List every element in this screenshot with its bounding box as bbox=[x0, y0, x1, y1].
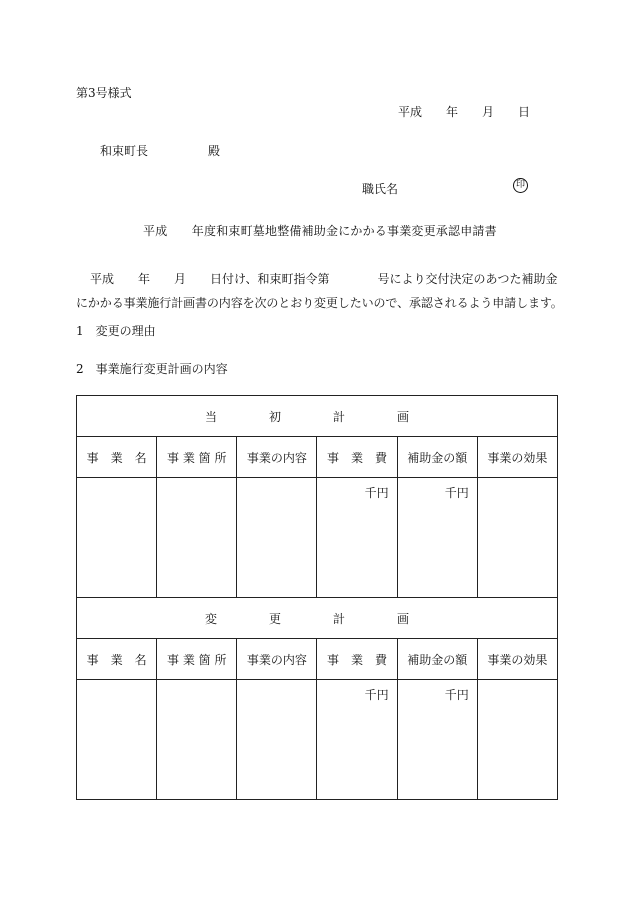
original-plan-header-row bbox=[77, 437, 558, 478]
form-number: 第3号様式 bbox=[76, 86, 132, 100]
original-plan-title: 当 初 計 画 bbox=[77, 396, 558, 437]
table-cell[interactable] bbox=[237, 478, 317, 598]
cost-unit-cell[interactable]: 千円 bbox=[317, 478, 397, 598]
column-header: 事業の内容 bbox=[237, 639, 317, 680]
item-content: 2 事業施行変更計画の内容 bbox=[76, 362, 228, 376]
plan-table bbox=[76, 395, 558, 800]
date-line: 平成 年 月 日 bbox=[398, 105, 531, 119]
changed-plan-data-row bbox=[77, 680, 558, 800]
changed-plan-header-row bbox=[77, 639, 558, 680]
column-header: 事 業 費 bbox=[317, 639, 397, 680]
table-cell[interactable] bbox=[77, 680, 157, 800]
applicant-label: 職氏名 bbox=[362, 182, 399, 196]
column-header: 事 業 箇 所 bbox=[157, 437, 237, 478]
addressee: 和束町長 殿 bbox=[100, 144, 221, 158]
table-cell[interactable] bbox=[477, 680, 557, 800]
column-header: 事 業 名 bbox=[77, 639, 157, 680]
document-title: 平成 年度和束町墓地整備補助金にかかる事業変更承認申請書 bbox=[143, 224, 497, 238]
subsidy-unit-cell[interactable]: 千円 bbox=[397, 680, 477, 800]
body-text-line-2: にかかる事業施行計画書の内容を次のとおり変更したいので、承認されるよう申請します。 bbox=[76, 296, 563, 310]
subsidy-unit-cell[interactable]: 千円 bbox=[397, 478, 477, 598]
original-plan-data-row bbox=[77, 478, 558, 598]
table-cell[interactable] bbox=[157, 680, 237, 800]
changed-plan-title: 変 更 計 画 bbox=[77, 598, 558, 639]
item-reason: 1 変更の理由 bbox=[76, 324, 156, 338]
original-plan-title-row bbox=[77, 396, 558, 437]
column-header: 事 業 箇 所 bbox=[157, 639, 237, 680]
table-cell[interactable] bbox=[477, 478, 557, 598]
column-header: 事業の内容 bbox=[237, 437, 317, 478]
column-header: 事 業 費 bbox=[317, 437, 397, 478]
table-cell[interactable] bbox=[237, 680, 317, 800]
column-header: 補助金の額 bbox=[397, 639, 477, 680]
column-header: 事業の効果 bbox=[477, 437, 557, 478]
column-header: 事業の効果 bbox=[477, 639, 557, 680]
column-header: 事 業 名 bbox=[77, 437, 157, 478]
changed-plan-title-row bbox=[77, 598, 558, 639]
column-header: 補助金の額 bbox=[397, 437, 477, 478]
seal-icon: 印 bbox=[513, 178, 528, 193]
table-cell[interactable] bbox=[77, 478, 157, 598]
body-text-line-1: 平成 年 月 日付け、和束町指令第 号により交付決定のあつた補助金 bbox=[90, 272, 558, 286]
table-cell[interactable] bbox=[157, 478, 237, 598]
cost-unit-cell[interactable]: 千円 bbox=[317, 680, 397, 800]
